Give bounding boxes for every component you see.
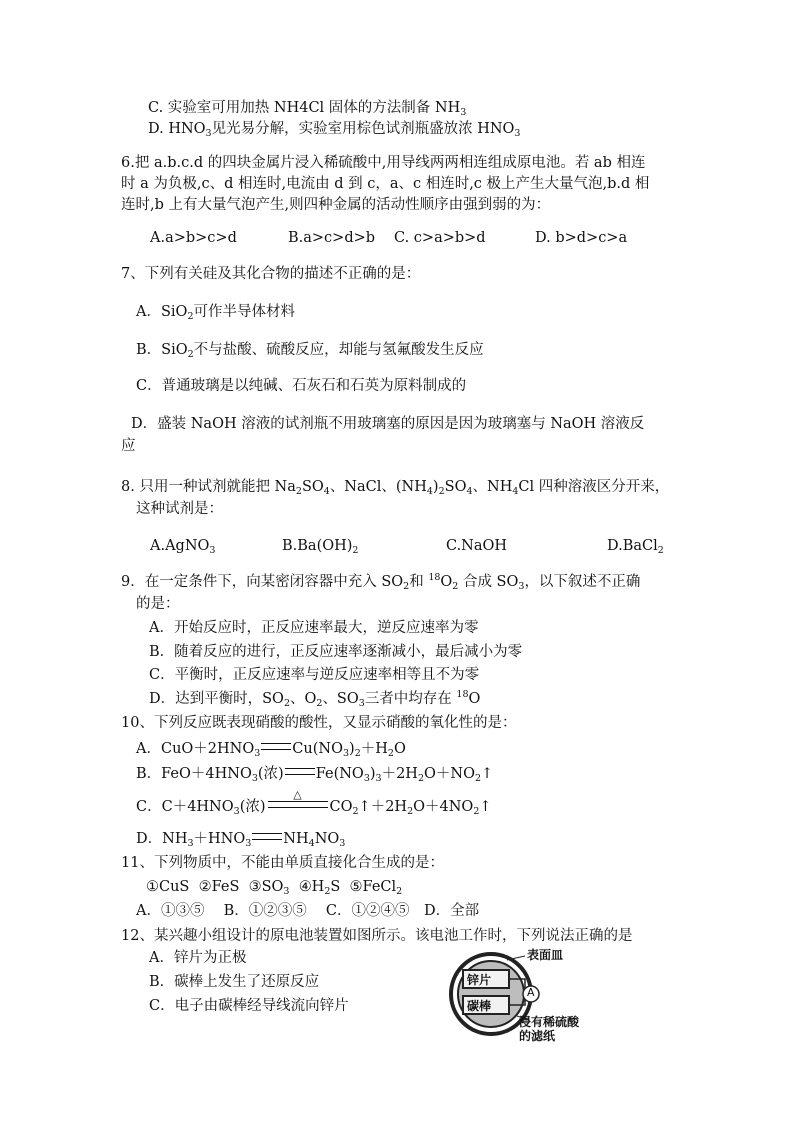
equals-sign <box>252 833 282 840</box>
q11-stem: 11、下列物质中，不能由单质直接化合生成的是： <box>121 855 444 871</box>
q6-stem-line1: 6.把 a.b.c.d 的四块金属片浸入稀硫酸中,用导线两两相连组成原电池。若 ab 相连 <box>121 155 646 171</box>
q9-stem-line1: 9．在一定条件下，向某密闭容器中充入 $SO_2$和 $^{18}O_2$ 合成 $SO_3$，以下叙述不正确 <box>121 572 641 592</box>
q10-option-b: B．$FeO+4HNO_3$(浓) $Fe(NO_3)_3+2H_2O+NO_2↑$ <box>136 766 494 784</box>
q10-stem: 10、下列反应既表现硝酸的酸性，又显示硝酸的氧化性的是： <box>121 715 517 731</box>
equals-sign <box>261 743 291 750</box>
q10-option-a: A．$CuO+2HNO_3$ $Cu(NO_3)_2+H_2O$ <box>136 741 406 759</box>
q7-stem: 7、下列有关硅及其化合物的描述不正确的是： <box>121 266 421 282</box>
q8-stem-line2: 这种试剂是： <box>136 501 223 517</box>
q10-option-d: D．$NH_3+HNO_3$ $NH_4NO_3$ <box>136 831 346 849</box>
carbon-label: 碳棒 <box>467 999 492 1013</box>
q9-option-a: A．开始反应时，正反应速率最大，逆反应速率为零 <box>149 620 479 636</box>
paper-label-1: 浸有稀硫酸 <box>519 1015 580 1029</box>
paper-label-2: 的滤纸 <box>519 1029 556 1043</box>
q6-option-b: B.a>c>d>b <box>288 230 376 246</box>
heating-condition-sign <box>268 788 328 808</box>
q5-option-c: C. 实验室可用加热 NH4Cl 固体的方法制备 $NH_3$ <box>148 100 467 118</box>
q8-stem-line1: 8. 只用一种试剂就能把 $Na_2SO_4$、NaCl、$(NH_4)_2SO_4$、$NH_4Cl$ 四种溶液区分开来， <box>121 479 670 497</box>
q6-stem-line3: 连时,b 上有大量气泡产生,则四种金属的活动性顺序由强到弱的为： <box>121 197 551 213</box>
q6-stem-line2: 时 a 为负极,c、d 相连时,电流由 d 到 c，a、c 相连时,c 极上产生大量气泡,b.d 相 <box>121 176 650 192</box>
ammeter-label: A <box>527 986 535 999</box>
q12-option-c: C．电子由碳棒经导线流向锌片 <box>149 998 349 1014</box>
q9-option-d: D．达到平衡时，$SO_2$、$O_2$、$SO_3$三者中均存在 $^{18}$O <box>149 689 481 709</box>
q6-option-c: C. c>a>b>d <box>394 230 486 246</box>
q7-option-a: A．SiO$_2$可作半导体材料 <box>136 304 295 322</box>
q8-option-c: C.NaOH <box>446 538 508 554</box>
q9-option-b: B．随着反应的进行，正反应速率逐渐减小，最后减小为零 <box>149 644 523 660</box>
q11-items: ①CuS ②FeS $③SO_3$ $④H_2S$ ⑤FeCl$_2$ <box>146 879 403 897</box>
q12-stem: 12、某兴趣小组设计的原电池装置如图所示。该电池工作时，下列说法正确的是 <box>121 928 633 944</box>
dish-label: 表面皿 <box>527 948 564 962</box>
q7-option-d-line2: 应 <box>121 438 136 454</box>
q6-option-a: A.a>b>c>d <box>150 230 237 246</box>
q5-option-d: D. $HNO_3$见光易分解，实验室用棕色试剂瓶盛放浓 $HNO_3$ <box>148 121 521 139</box>
q7-option-b: B．SiO$_2$不与盐酸、硫酸反应，却能与氢氟酸发生反应 <box>136 342 484 360</box>
q8-option-a: A.AgNO$_3$ <box>150 538 216 556</box>
q12-option-b: B．碳棒上发生了还原反应 <box>149 974 320 990</box>
q9-option-c: C．平衡时，正反应速率与逆反应速率相等且不为零 <box>149 667 480 683</box>
q7-option-c: C．普通玻璃是以纯碱、石灰石和石英为原料制成的 <box>136 378 467 394</box>
heat-triangle-icon: △ <box>293 788 302 801</box>
q9-stem-line2: 的是： <box>136 596 180 612</box>
q8-option-b: $B.Ba(OH)_2$ <box>282 538 359 556</box>
q7-option-d-line1: D．盛装 NaOH 溶液的试剂瓶不用玻璃塞的原因是因为玻璃塞与 NaOH 溶液反 <box>131 416 645 432</box>
q8-option-d: D.BaCl$_2$ <box>607 538 664 556</box>
galvanic-cell-figure <box>447 950 647 1042</box>
q11-options: A．①③⑤ B．①②③⑤ C．①②④⑤ D．全部 <box>136 903 480 919</box>
q6-option-d: D. b>d>c>a <box>535 230 628 246</box>
equals-sign <box>285 768 315 775</box>
q12-option-a: A．锌片为正极 <box>149 950 247 966</box>
zinc-label: 锌片 <box>467 973 492 987</box>
q10-option-c: C．$C+4HNO_3$(浓) △ $CO_2↑+2H_2O+4NO_2↑$ <box>136 797 492 817</box>
